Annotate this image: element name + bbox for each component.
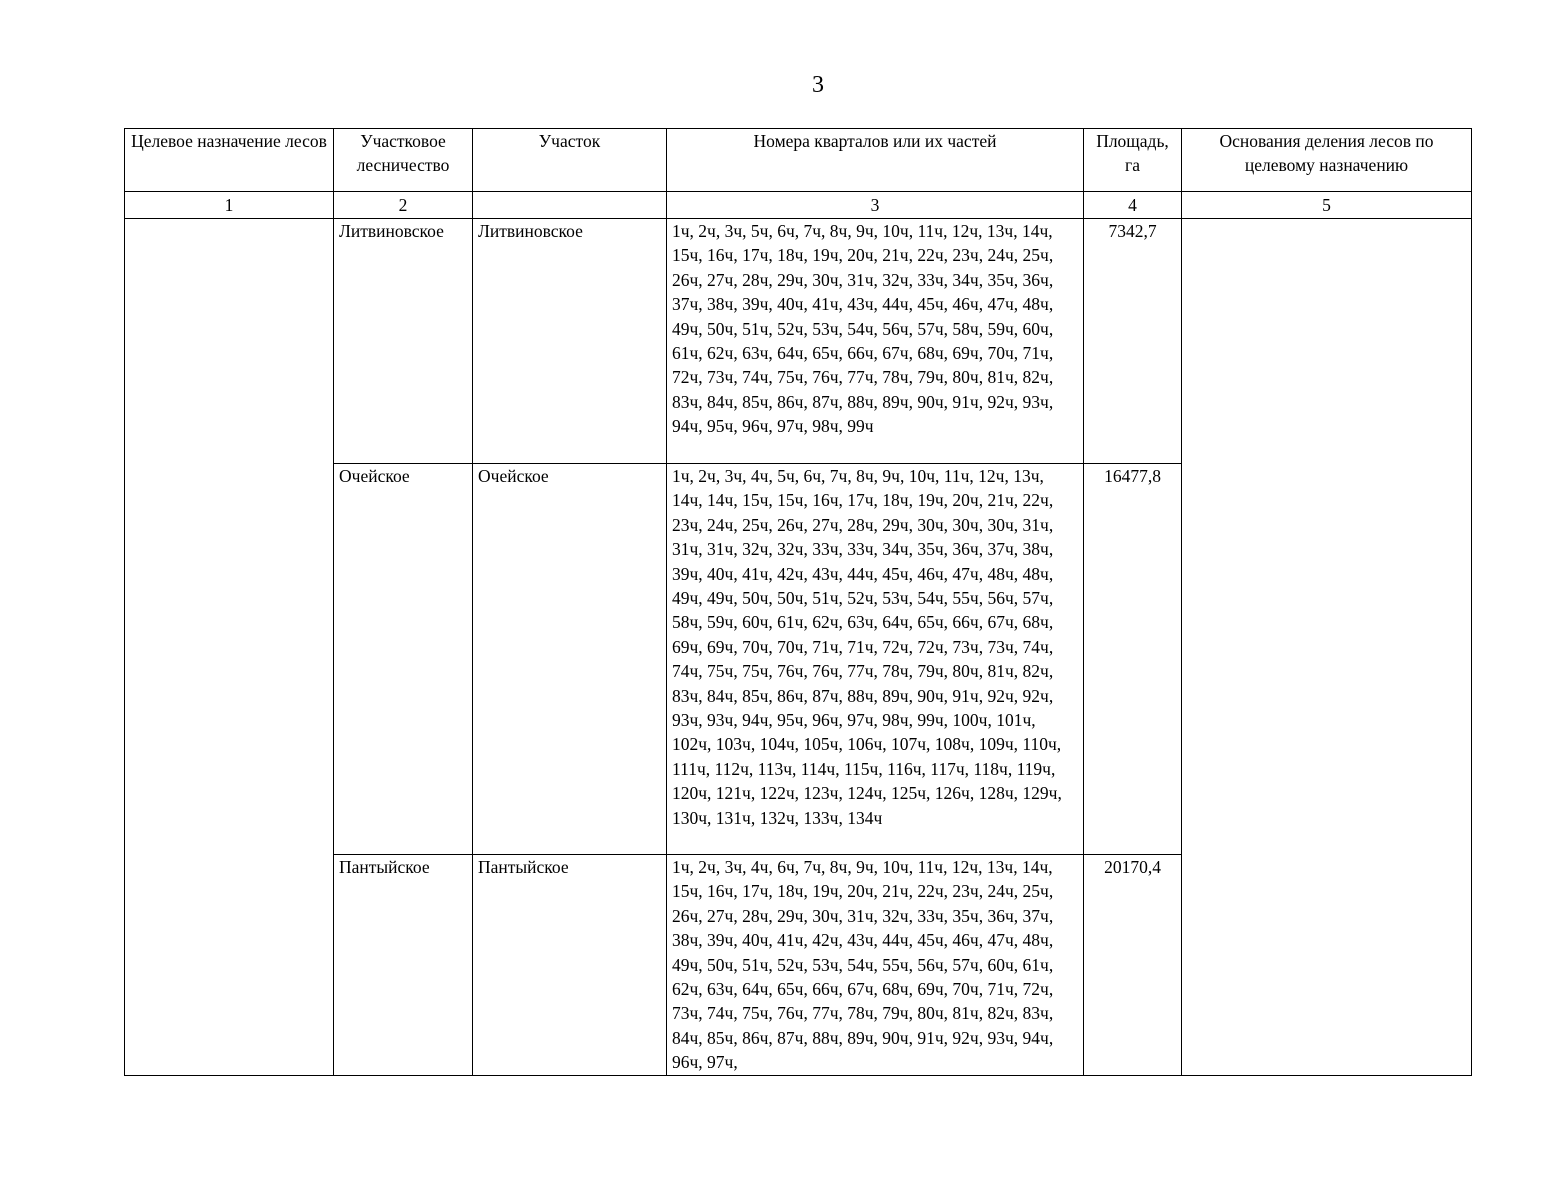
header-purpose: Целевое назначение лесов [125,129,334,192]
column-number-row [125,192,1472,219]
site-cell: Литвиновское [473,219,667,464]
forestry-cell: Литвиновское [334,219,473,464]
quarters-cell: 1ч, 2ч, 3ч, 4ч, 6ч, 7ч, 8ч, 9ч, 10ч, 11ч, 12ч, 13ч, 14ч, 15ч, 16ч, 17ч, 18ч, 19ч, 20ч, 21ч, 22ч, 23ч, 24ч, 25ч, 26ч, 27ч, 28ч, 29ч, 30ч, 31ч, 32ч, 33ч, 35ч, 36ч, 37ч, 38ч, 39ч, 40ч, 41ч, 42ч, 43ч, 44ч, 45ч, 46ч, 47ч, 48ч, 49ч, 50ч, 51ч, 52ч, 53ч, 54ч, 55ч, 56ч, 57ч, 60ч, 61ч, 62ч, 63ч, 64ч, 65ч, 66ч, 67ч, 68ч, 69ч, 70ч, 71ч, 72ч, 73ч, 74ч, 75ч, 76ч, 77ч, 78ч, 79ч, 80ч, 81ч, 82ч, 83ч, 84ч, 85ч, 86ч, 87ч, 88ч, 89ч, 90ч, 91ч, 92ч, 93ч, 94ч, 96ч, 97ч, [667,855,1084,1076]
column-number: 5 [1182,192,1472,219]
column-number: 2 [334,192,473,219]
header-forestry: Участковое лесничество [334,129,473,192]
table-header-row [125,129,1472,192]
area-cell: 7342,7 [1084,219,1182,464]
header-area: Площадь, га [1084,129,1182,192]
purpose-cell [125,219,334,1076]
header-basis: Основания деления лесов по целевому назначению [1182,129,1472,192]
column-number: 1 [125,192,334,219]
header-quarters: Номера кварталов или их частей [667,129,1084,192]
forestry-cell: Пантыйское [334,855,473,1076]
area-cell: 20170,4 [1084,855,1182,1076]
quarters-cell: 1ч, 2ч, 3ч, 5ч, 6ч, 7ч, 8ч, 9ч, 10ч, 11ч, 12ч, 13ч, 14ч, 15ч, 16ч, 17ч, 18ч, 19ч, 20ч, 21ч, 22ч, 23ч, 24ч, 25ч, 26ч, 27ч, 28ч, 29ч, 30ч, 31ч, 32ч, 33ч, 34ч, 35ч, 36ч, 37ч, 38ч, 39ч, 40ч, 41ч, 43ч, 44ч, 45ч, 46ч, 47ч, 48ч, 49ч, 50ч, 51ч, 52ч, 53ч, 54ч, 56ч, 57ч, 58ч, 59ч, 60ч, 61ч, 62ч, 63ч, 64ч, 65ч, 66ч, 67ч, 68ч, 69ч, 70ч, 71ч, 72ч, 73ч, 74ч, 75ч, 76ч, 77ч, 78ч, 79ч, 80ч, 81ч, 82ч, 83ч, 84ч, 85ч, 86ч, 87ч, 88ч, 89ч, 90ч, 91ч, 92ч, 93ч, 94ч, 95ч, 96ч, 97ч, 98ч, 99ч [667,219,1084,464]
forestry-cell: Очейское [334,464,473,855]
site-cell: Очейское [473,464,667,855]
forest-division-table [124,128,1472,1076]
area-cell: 16477,8 [1084,464,1182,855]
page-number: 3 [812,72,824,98]
column-number: 4 [1084,192,1182,219]
column-number [473,192,667,219]
header-site: Участок [473,129,667,192]
site-cell: Пантыйское [473,855,667,1076]
quarters-cell: 1ч, 2ч, 3ч, 4ч, 5ч, 6ч, 7ч, 8ч, 9ч, 10ч, 11ч, 12ч, 13ч, 14ч, 14ч, 15ч, 15ч, 16ч, 17ч, 18ч, 19ч, 20ч, 21ч, 22ч, 23ч, 24ч, 25ч, 26ч, 27ч, 28ч, 29ч, 30ч, 30ч, 30ч, 31ч, 31ч, 31ч, 32ч, 32ч, 33ч, 33ч, 34ч, 35ч, 36ч, 37ч, 38ч, 39ч, 40ч, 41ч, 42ч, 43ч, 44ч, 45ч, 46ч, 47ч, 48ч, 48ч, 49ч, 49ч, 50ч, 50ч, 51ч, 52ч, 53ч, 54ч, 55ч, 56ч, 57ч, 58ч, 59ч, 60ч, 61ч, 62ч, 63ч, 64ч, 65ч, 66ч, 67ч, 68ч, 69ч, 69ч, 70ч, 70ч, 71ч, 71ч, 72ч, 72ч, 73ч, 73ч, 74ч, 74ч, 75ч, 75ч, 76ч, 76ч, 77ч, 78ч, 79ч, 80ч, 81ч, 82ч, 83ч, 84ч, 85ч, 86ч, 87ч, 88ч, 89ч, 90ч, 91ч, 92ч, 92ч, 93ч, 93ч, 94ч, 95ч, 96ч, 97ч, 98ч, 99ч, 100ч, 101ч, 102ч, 103ч, 104ч, 105ч, 106ч, 107ч, 108ч, 109ч, 110ч, 111ч, 112ч, 113ч, 114ч, 115ч, 116ч, 117ч, 118ч, 119ч, 120ч, 121ч, 122ч, 123ч, 124ч, 125ч, 126ч, 128ч, 129ч, 130ч, 131ч, 132ч, 133ч, 134ч [667,464,1084,855]
basis-cell [1182,219,1472,1076]
table-row [125,219,1472,464]
column-number: 3 [667,192,1084,219]
